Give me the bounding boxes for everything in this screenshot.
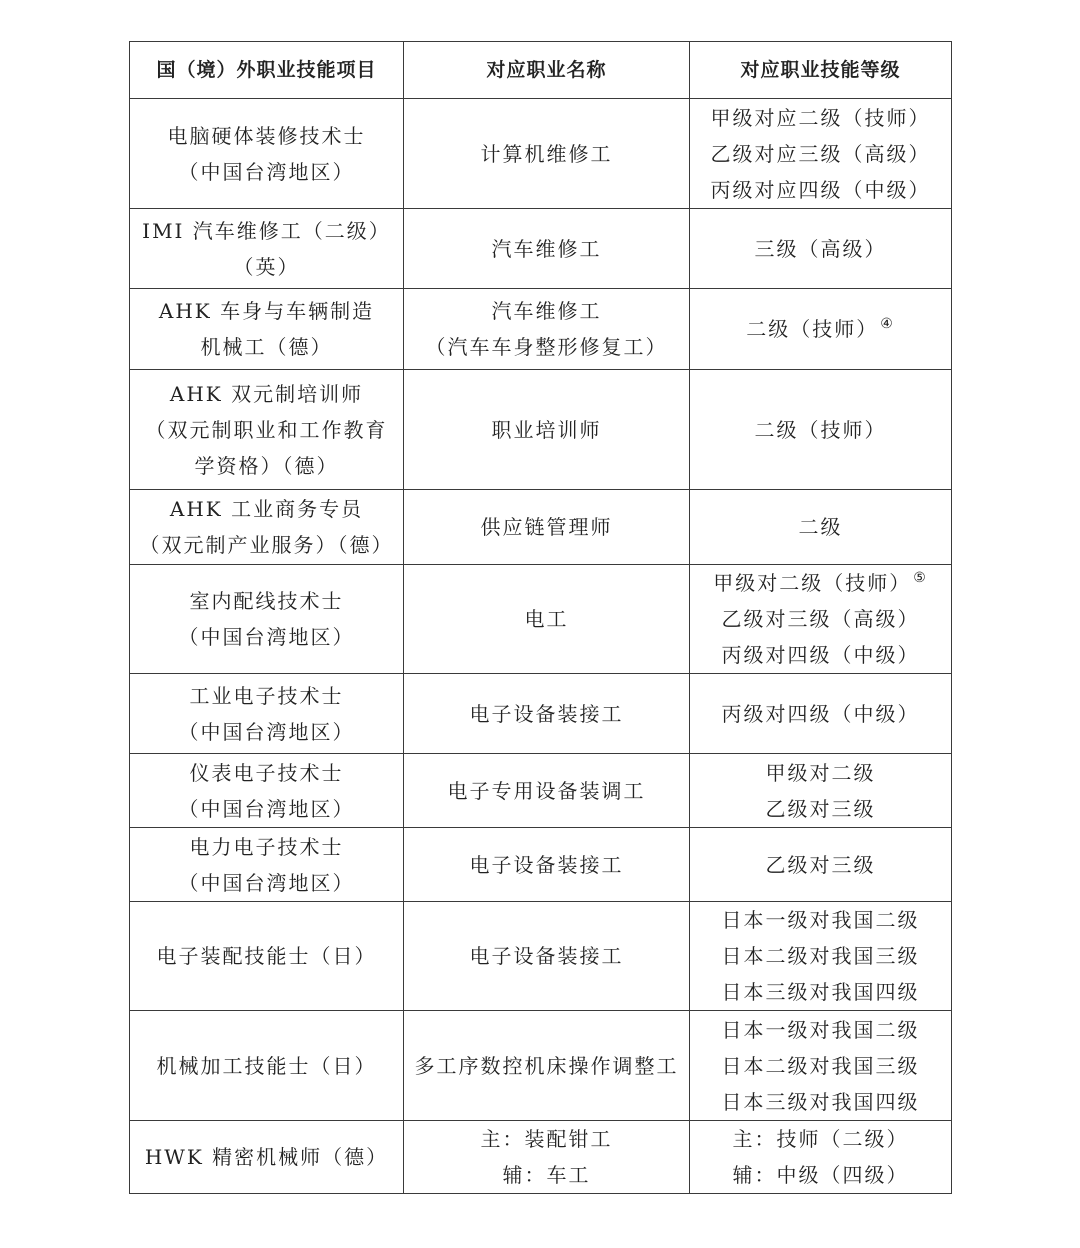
cell-line: 汽车维修工 <box>491 299 602 323</box>
cell-foreign-project <box>130 565 404 674</box>
cell-line: 丙级对四级（中级） <box>721 643 920 667</box>
cell-line: AHK 车身与车辆制造 <box>158 299 375 323</box>
cell-skill-level <box>690 209 952 289</box>
cell-line: 甲级对二级 <box>765 760 876 785</box>
cell-line: 日本二级对我国三级 <box>721 1053 920 1078</box>
cell-line: （中国台湾地区） <box>178 625 355 649</box>
cell-skill-level <box>690 99 952 209</box>
cell-skill-level <box>690 289 952 370</box>
cell-foreign-project <box>130 99 404 209</box>
cell-line: 辅：中级（四级） <box>732 1163 909 1187</box>
table-row <box>130 99 952 209</box>
table-row <box>130 674 952 754</box>
cell-line: 汽车维修工 <box>491 236 602 261</box>
table-row <box>130 1121 952 1194</box>
cell-line: 计算机维修工 <box>480 141 613 166</box>
table-row <box>130 289 952 370</box>
cell-foreign-project <box>130 754 404 828</box>
cell-line: AHK 双元制培训师 <box>169 381 364 406</box>
cell-line: 丙级对应四级（中级） <box>710 177 931 202</box>
cell-foreign-project <box>130 828 404 902</box>
footnote-marker: ④ <box>880 316 895 333</box>
cell-line: 日本一级对我国二级 <box>721 1017 920 1042</box>
cell-line: 甲级对应二级（技师） <box>710 105 931 130</box>
cell-line: 电子装配技能士（日） <box>156 944 377 968</box>
cell-line: （汽车车身整形修复工） <box>425 335 668 359</box>
level-text: 甲级对二级（技师） <box>713 571 912 595</box>
cell-line: 仪表电子技术士 <box>189 760 344 785</box>
cell-line: 室内配线技术士 <box>189 589 344 613</box>
cell-occupation <box>404 1121 690 1194</box>
cell-line: 主：技师（二级） <box>732 1127 909 1151</box>
cell-occupation <box>404 754 690 828</box>
cell-skill-level <box>690 565 952 674</box>
cell-line: IMI 汽车维修工（二级） <box>142 218 391 243</box>
cell-line: 电脑硬体装修技术士 <box>167 123 366 148</box>
table-row <box>130 565 952 674</box>
cell-line: 乙级对三级（高级） <box>721 607 920 631</box>
cell-skill-level <box>690 902 952 1011</box>
cell-line: 电工 <box>524 607 569 631</box>
cell-foreign-project <box>130 370 404 490</box>
cell-occupation <box>404 209 690 289</box>
cell-line: （双元制产业服务）（德） <box>139 533 394 557</box>
cell-line: 日本二级对我国三级 <box>721 944 920 968</box>
cell-line: HWK 精密机械师（德） <box>144 1145 389 1169</box>
table-row <box>130 828 952 902</box>
cell-line: 电子设备装接工 <box>469 852 624 877</box>
cell-occupation <box>404 565 690 674</box>
cell-line: 乙级对三级 <box>765 796 876 821</box>
cell-line: 职业培训师 <box>491 417 602 442</box>
cell-line: 二级 <box>798 515 843 539</box>
table-row <box>130 490 952 565</box>
cell-skill-level <box>690 370 952 490</box>
table-row <box>130 209 952 289</box>
cell-skill-level <box>690 674 952 754</box>
cell-foreign-project <box>130 1121 404 1194</box>
cell-line: 学资格）（德） <box>194 453 339 478</box>
cell-line: 电子专用设备装调工 <box>447 778 646 803</box>
cell-line <box>698 311 943 347</box>
cell-line: 三级（高级） <box>754 236 887 261</box>
footnote-marker: ⑤ <box>913 570 928 587</box>
cell-occupation <box>404 828 690 902</box>
cell-line: 电力电子技术士 <box>189 834 344 859</box>
cell-skill-level <box>690 1121 952 1194</box>
cell-line: 机械工（德） <box>200 335 333 359</box>
cell-foreign-project <box>130 490 404 565</box>
cell-line: 日本三级对我国四级 <box>721 1089 920 1114</box>
cell-line: 多工序数控机床操作调整工 <box>414 1053 679 1078</box>
cell-line: 日本三级对我国四级 <box>721 980 920 1004</box>
cell-line: 主：装配钳工 <box>480 1127 613 1151</box>
cell-occupation <box>404 1011 690 1121</box>
cell-line: 二级（技师） <box>754 417 887 442</box>
table-row <box>130 370 952 490</box>
cell-line: （中国台湾地区） <box>178 719 355 744</box>
cell-line: （中国台湾地区） <box>178 796 355 821</box>
table-row <box>130 1011 952 1121</box>
cell-occupation <box>404 289 690 370</box>
table-row <box>130 902 952 1011</box>
cell-occupation <box>404 674 690 754</box>
cell-skill-level <box>690 828 952 902</box>
level-text: 二级（技师） <box>746 317 879 341</box>
cell-line: 辅：车工 <box>502 1163 591 1187</box>
cell-occupation <box>404 902 690 1011</box>
cell-line: 供应链管理师 <box>480 515 613 539</box>
header-foreign-project: 国（境）外职业技能项目 <box>130 42 404 99</box>
cell-skill-level <box>690 1011 952 1121</box>
cell-occupation <box>404 99 690 209</box>
cell-line: AHK 工业商务专员 <box>169 497 364 521</box>
skills-equivalence-table <box>129 41 952 1194</box>
header-skill-level: 对应职业技能等级 <box>690 42 952 99</box>
cell-line: 机械加工技能士（日） <box>156 1053 377 1078</box>
cell-foreign-project <box>130 209 404 289</box>
cell-line: 乙级对应三级（高级） <box>710 141 931 166</box>
cell-skill-level <box>690 490 952 565</box>
cell-line <box>698 565 943 601</box>
cell-line: 电子设备装接工 <box>469 701 624 726</box>
table-row <box>130 754 952 828</box>
cell-occupation <box>404 370 690 490</box>
cell-foreign-project <box>130 1011 404 1121</box>
header-row <box>130 42 952 99</box>
cell-line: （中国台湾地区） <box>178 870 355 895</box>
cell-line: 电子设备装接工 <box>469 944 624 968</box>
cell-skill-level <box>690 754 952 828</box>
header-occupation-name: 对应职业名称 <box>404 42 690 99</box>
cell-line: 工业电子技术士 <box>189 683 344 708</box>
cell-line: （英） <box>233 254 300 279</box>
cell-line: 乙级对三级 <box>765 852 876 877</box>
cell-line: （中国台湾地区） <box>178 159 355 184</box>
cell-line: 日本一级对我国二级 <box>721 908 920 932</box>
cell-foreign-project <box>130 674 404 754</box>
cell-foreign-project <box>130 902 404 1011</box>
cell-foreign-project <box>130 289 404 370</box>
cell-line: 丙级对四级（中级） <box>721 701 920 726</box>
cell-occupation <box>404 490 690 565</box>
cell-line: （双元制职业和工作教育 <box>145 417 388 442</box>
